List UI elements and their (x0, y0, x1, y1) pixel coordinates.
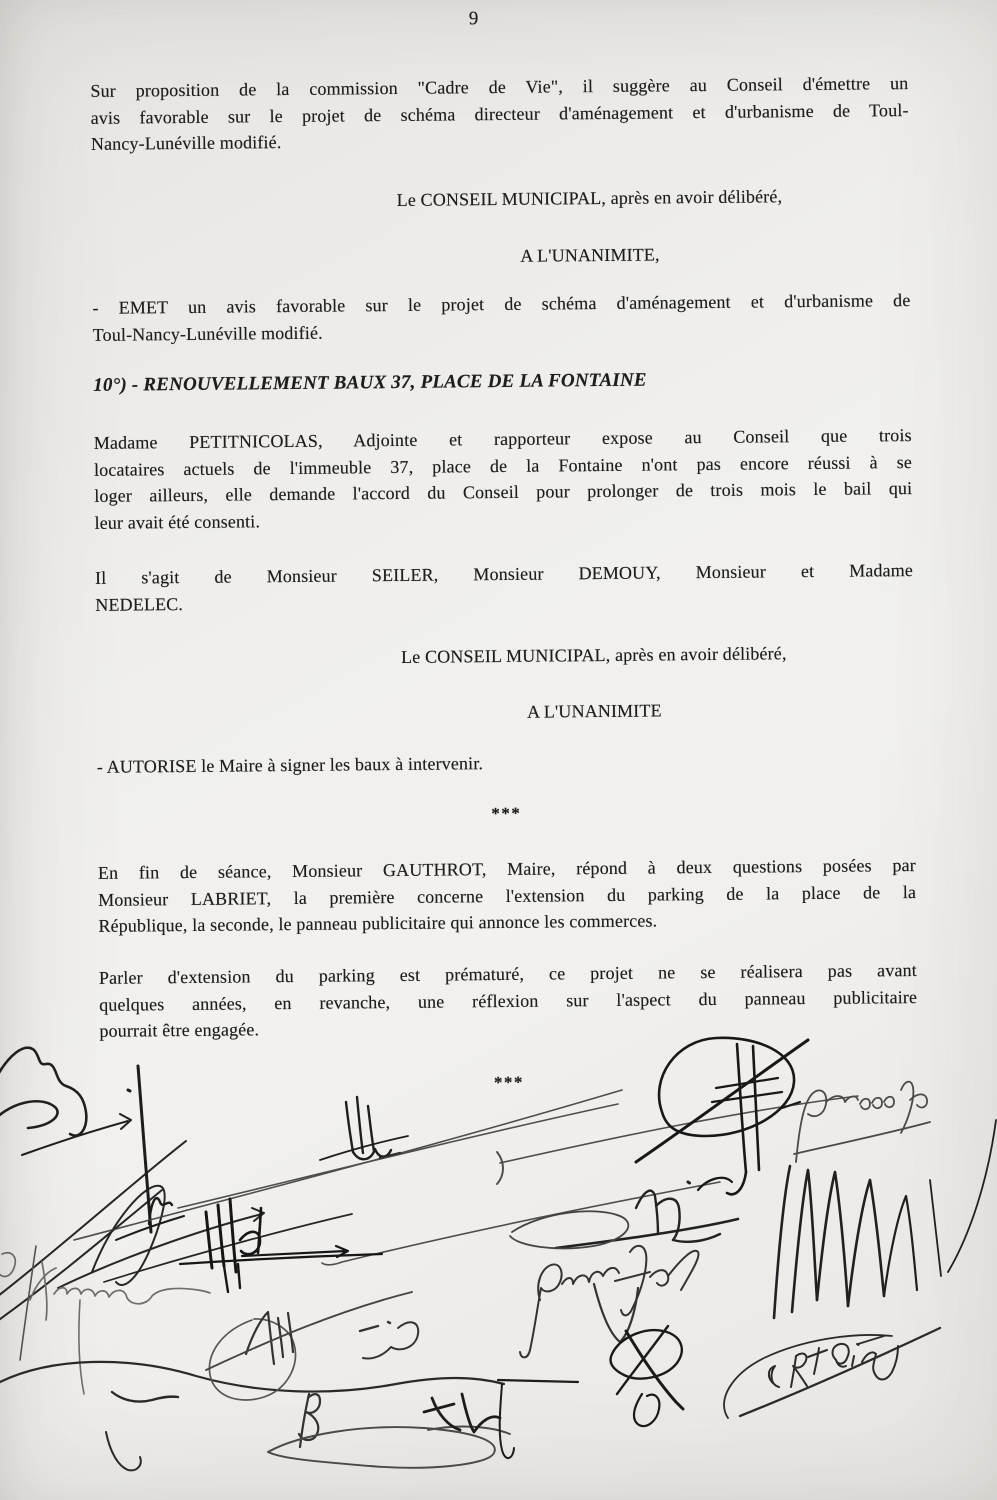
text-line: Sur proposition de la commission "Cadre de Vie", il suggère au Conseil d'émettre un (90, 73, 909, 101)
signature-thay (424, 1380, 578, 1458)
text-line: locataires actuels de l'immeuble 37, place de la Fontaine n'ont pas encore réussi à se (93, 451, 913, 480)
text-line: NEDELEC. (95, 593, 184, 615)
text-line: loger ailleurs, elle demande l'accord du Conseil pour prolonger de trois mois le bail qui (94, 478, 913, 506)
text-line: Il s'agit de Monsieur SEILER, Monsieur DEMOUY, Monsieur et Madame (94, 560, 914, 588)
signature-petain (724, 1328, 940, 1418)
signature-hj-underline (510, 1182, 738, 1248)
text-line: - EMET un avis favorable sur le projet de schéma d'aménagement et d'urbanisme de (92, 290, 911, 318)
text-line: Nancy-Lunéville modifié. (90, 132, 282, 154)
paragraph-petitnicolas (94, 422, 913, 536)
signature-proeeefer (794, 1082, 930, 1162)
signature-x-flourish (611, 1326, 684, 1426)
text-line: Monsieur LABRIET, la première concerne l'extension du parking de la place de la (98, 881, 917, 910)
line-autorise: - AUTORISE le Maire à signer les baux à intervenir. (96, 753, 484, 777)
paragraph-seiler (95, 557, 913, 618)
signature-mw-cluster (320, 1097, 408, 1160)
line-conseil-municipal-2: Le CONSEIL MUNICIPAL, après en avoir délibéré, (400, 643, 787, 667)
signature-vingeles (0, 1253, 504, 1470)
paragraph-emet (92, 287, 910, 348)
signature-top-left-squiggle (0, 1048, 131, 1155)
line-conseil-municipal-1: Le CONSEIL MUNICIPAL, après en avoir délibéré, (396, 186, 783, 210)
line-unanimite-1: A L'UNANIMITE, (520, 244, 660, 266)
signature-nd-cluster (180, 1199, 382, 1292)
signature-center-flamboyant (636, 1038, 808, 1194)
line-unanimite-2: A L'UNANIMITE (526, 700, 662, 722)
section-heading-10: 10°) - RENOUVELLEMENT BAUX 37, PLACE DE LA FONTAINE (93, 369, 647, 396)
text-line: pourrait être engagée. (99, 1019, 260, 1041)
signature-grandfe (520, 1246, 699, 1358)
signature-left-diagonals (0, 1141, 352, 1360)
text-line: République, la seconde, le panneau publicitaire qui annonce les commerces. (98, 910, 658, 936)
signature-sweeping-lines (74, 1090, 858, 1265)
signature-tall-zigzag (774, 1120, 996, 1318)
separator-asterisks-1: *** (491, 803, 522, 824)
text-line: avis favorable sur le projet de schéma directeur d'aménagement et d'urbanisme de Toul- (90, 99, 909, 128)
paragraph-gauthrot (98, 852, 917, 939)
text-line: Parler d'extension du parking est prématuré, ce projet ne se réalisera pas avant (98, 960, 917, 988)
text-line: quelques années, en revanche, une réflexion sur l'aspect du panneau publicitaire (99, 986, 918, 1015)
text-line: En fin de séance, Monsieur GAUTHROT, Maire, répond à deux questions posées par (97, 855, 916, 883)
page-number: 9 (468, 8, 479, 30)
text-line: Toul-Nancy-Lunéville modifié. (92, 322, 323, 345)
signature-ali-d (206, 1292, 418, 1400)
text-line: Madame PETITNICOLAS, Adjointe et rapporteur expose au Conseil que trois (93, 425, 912, 453)
paragraph-proposition (90, 70, 909, 157)
separator-asterisks-2: *** (493, 1072, 525, 1093)
text-line: leur avait été consenti. (94, 510, 261, 533)
signatures-block (0, 1015, 997, 1500)
